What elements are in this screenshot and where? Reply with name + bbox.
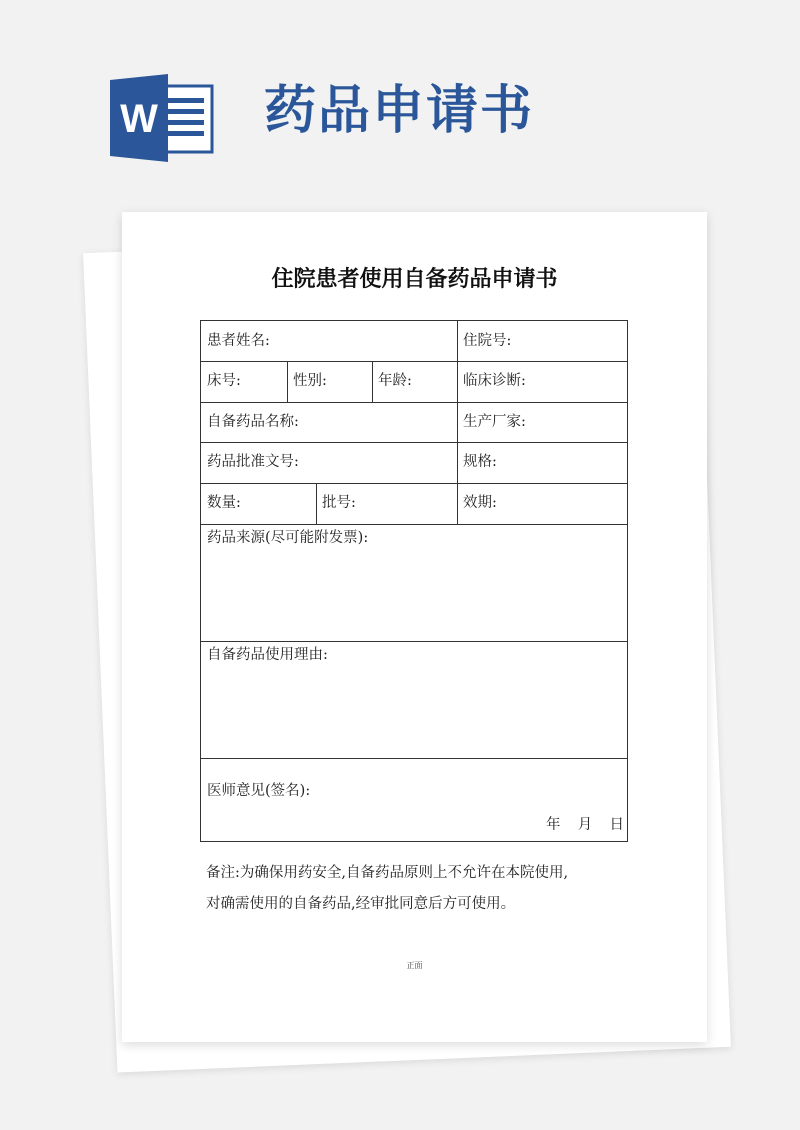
row-divider xyxy=(201,483,627,484)
word-icon-letter: W xyxy=(120,97,158,141)
doctor-opinion-label: 医师意见(签名): xyxy=(207,783,311,799)
approval-number-label: 药品批准文号: xyxy=(207,454,299,470)
manufacturer-label: 生产厂家: xyxy=(463,414,526,430)
banner-title: 药品申请书 xyxy=(264,81,535,141)
column-divider xyxy=(372,361,373,402)
bed-number-label: 床号: xyxy=(207,373,241,389)
age-label: 年龄: xyxy=(378,373,412,389)
date-year-label: 年 xyxy=(546,817,561,833)
specification-label: 规格: xyxy=(463,454,497,470)
remark-line: 对确需使用的自备药品,经审批同意后方可使用。 xyxy=(206,896,516,912)
column-divider xyxy=(457,361,458,402)
signature-date xyxy=(546,813,624,834)
row-divider xyxy=(201,641,627,642)
row-divider xyxy=(201,442,627,443)
drug-name-label: 自备药品名称: xyxy=(207,414,299,430)
quantity-label: 数量: xyxy=(207,495,241,511)
patient-name-label: 患者姓名: xyxy=(207,333,270,349)
admission-number-label: 住院号: xyxy=(463,333,512,349)
application-form-table xyxy=(200,320,628,842)
row-divider xyxy=(201,402,627,403)
row-divider xyxy=(201,758,627,759)
column-divider xyxy=(457,483,458,524)
row-divider xyxy=(201,524,627,525)
word-document-icon xyxy=(110,74,214,162)
column-divider xyxy=(316,483,317,524)
remark-note xyxy=(206,858,636,920)
row-divider xyxy=(201,361,627,362)
column-divider xyxy=(287,361,288,402)
document-title: 住院患者使用自备药品申请书 xyxy=(271,266,558,292)
column-divider xyxy=(457,321,458,361)
usage-reason-label: 自备药品使用理由: xyxy=(207,647,328,663)
gender-label: 性别: xyxy=(293,373,327,389)
date-month-label: 月 xyxy=(577,817,593,833)
drug-source-label: 药品来源(尽可能附发票): xyxy=(207,530,369,546)
date-day-label: 日 xyxy=(609,817,624,833)
page-footer: 正面 xyxy=(406,961,423,970)
expiry-label: 效期: xyxy=(463,495,497,511)
batch-number-label: 批号: xyxy=(322,495,356,511)
remark-line: 备注:为确保用药安全,自备药品原则上不允许在本院使用, xyxy=(206,865,569,881)
clinical-diagnosis-label: 临床诊断: xyxy=(463,373,526,389)
column-divider xyxy=(457,442,458,483)
document-sheet xyxy=(122,212,707,1042)
column-divider xyxy=(457,402,458,442)
